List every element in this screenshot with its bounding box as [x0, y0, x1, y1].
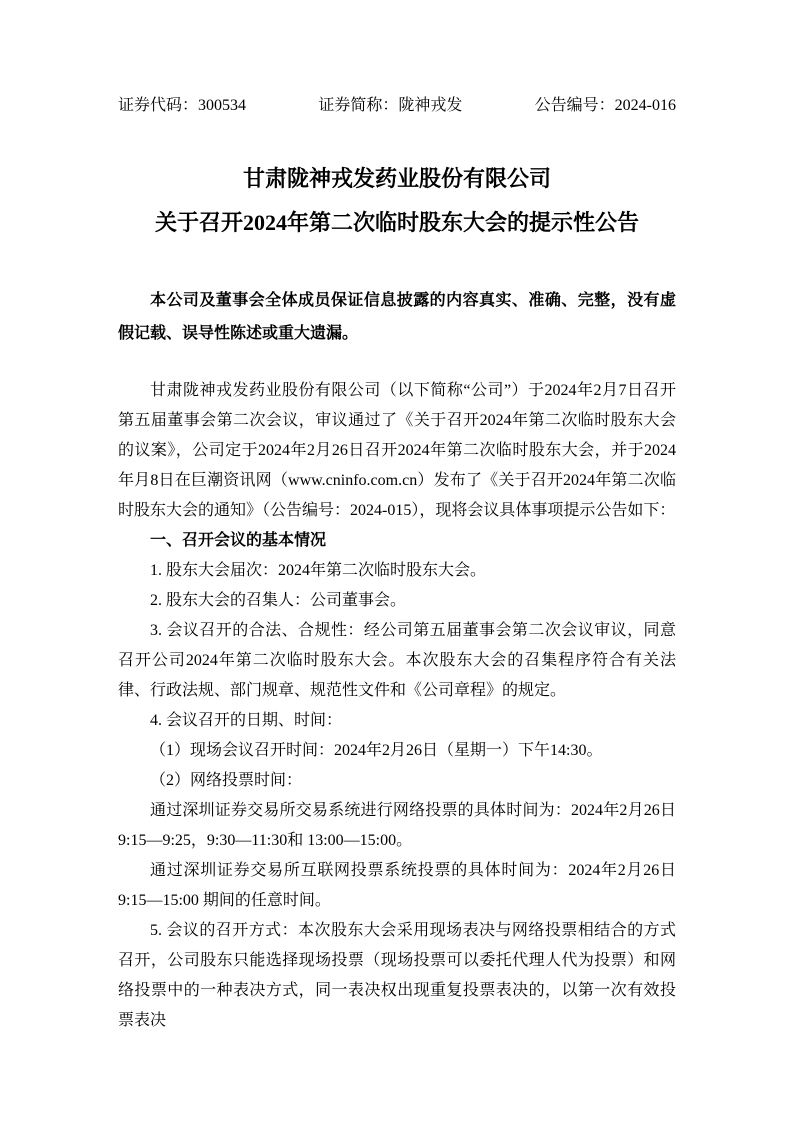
item-meeting-datetime: 4. 会议召开的日期、时间： [150, 712, 343, 729]
item-trading-system-voting-time: 通过深圳证券交易所交易系统进行网络投票的具体时间为：2024年2月26日9:15—9:25，9:30—11:30和 13:00—15:00。 [118, 802, 676, 849]
company-name-title: 甘肃陇神戎发药业股份有限公司 [242, 166, 551, 191]
document-body [118, 376, 676, 1036]
item-meeting-convener: 2. 股东大会的召集人：公司董事会。 [150, 592, 407, 609]
announcement-number: 公告编号：2024-016 [534, 97, 676, 114]
stock-code: 证券代码：300534 [118, 97, 247, 114]
stock-abbr: 证券简称：陇神戎发 [318, 97, 463, 114]
paragraph-intro: 甘肃陇神戎发药业股份有限公司（以下简称“公司”）于2024年2月7日召开第五届董事会第二次会议，审议通过了《关于召开2024年第二次临时股东大会的议案》，公司定于2024年2月26日召开2024年第二次临时股东大会，并于2024年月8日在巨潮资讯网（www.cninfo.com.cn）发布了《关于召开2024年第二次临时股东大会的通知》（公告编号：2024-015），现将会议具体事项提示公告如下： [118, 382, 676, 519]
document-header [118, 96, 676, 116]
board-statement: 本公司及董事会全体成员保证信息披露的内容真实、准确、完整，没有虚假记载、误导性陈述或重大遗漏。 [118, 292, 676, 342]
item-meeting-session: 1. 股东大会届次：2024年第二次临时股东大会。 [150, 562, 487, 579]
item-onsite-meeting-time: （1）现场会议召开时间：2024年2月26日（星期一）下午14:30。 [150, 742, 603, 759]
item-internet-voting-time: 通过深圳证券交易所互联网投票系统投票的具体时间为：2024年2月26日9:15—15:00 期间的任意时间。 [118, 862, 676, 909]
item-online-voting-time: （2）网络投票时间： [150, 772, 303, 789]
item-meeting-method: 5. 会议的召开方式：本次股东大会采用现场表决与网络投票相结合的方式召开，公司股东只能选择现场投票（现场投票可以委托代理人代为投票）和网络投票中的一种表决方式，同一表决权出现重复投票表决的，以第一次有效投票表决 [118, 922, 676, 1029]
announcement-title: 关于召开2024年第二次临时股东大会的提示性公告 [154, 210, 639, 235]
section-heading-basic-info: 一、召开会议的基本情况 [150, 532, 327, 549]
item-meeting-legality: 3. 会议召开的合法、合规性：经公司第五届董事会第二次会议审议，同意召开公司2024年第二次临时股东大会。本次股东大会的召集程序符合有关法律、行政法规、部门规章、规范性文件和《公司章程》的规定。 [118, 622, 676, 699]
